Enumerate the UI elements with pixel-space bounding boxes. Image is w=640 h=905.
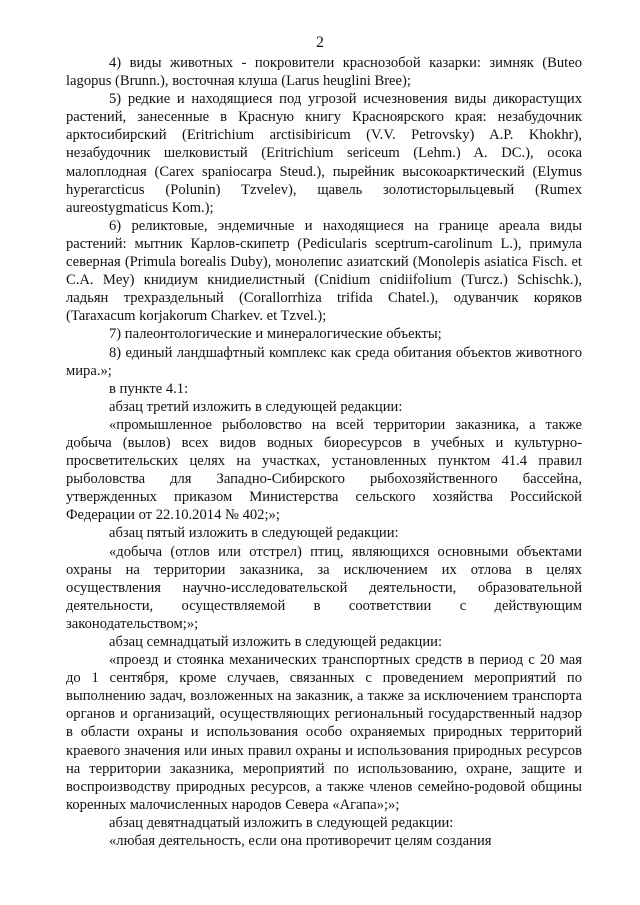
paragraph-fifth-text: «добыча (отлов или отстрел) птиц, являющихся основными объектами охраны на территории заказника, за исключением их отлова в целях осуществления научно-исследовательской деятельности, образовательной деятельности, осуществляемой в соответствии с действующим законодательством;»; <box>66 543 582 632</box>
paragraph-item-6-relict-plants: 6) реликтовые, эндемичные и находящиеся на границе ареала виды растений: мытник Карлов-скипетр (Pedicularis sceptrum-carolinum L.), примула северная (Primula borealis Duby), монолепис азиатский (Monolepis asiatica Fisch. et C.A. Mey) книдиум книдиелистный (Cnidium cnidiifolium (Turcz.) Schischk.), ладьян трехраздельный (Corallorrhiza trifida Chatel.), одуванчик коряков (Taraxacum korjakorum Charkev. et Tzvel.); <box>66 217 582 325</box>
document-body <box>66 54 582 850</box>
paragraph-nineteenth-text: «любая деятельность, если она противоречит целям создания <box>109 833 492 850</box>
paragraph-item-5-rare-plants: 5) редкие и находящиеся под угрозой исчезновения виды дикорастущих растений, занесенные в Красную книгу Красноярского края: незабудочник арктосибирский (Eritrichium arctisibiricum (V.V. Petrovsky) A.P. Khokhr), незабудочник шелковистый (Eritrichium sericeum (Lehm.) A. DC.), осока малоплодная (Carex spaniocarpa Steud.), пырейник высокоарктический (Elymus hyperarcticus (Polunin) Tzvelev), щавель золотисторыльцевый (Rumex aureostygmaticus Kom.); <box>66 91 582 216</box>
paragraph-point-4-1: в пункте 4.1: <box>109 380 189 397</box>
paragraph-item-4-animals: 4) виды животных - покровители краснозобой казарки: зимняк (Buteo lagopus (Brunn.), восточная клуша (Larus heuglini Bree); <box>66 55 582 90</box>
paragraph-fifth-intro: абзац пятый изложить в следующей редакции: <box>109 525 399 542</box>
paragraph-nineteenth-intro: абзац девятнадцатый изложить в следующей редакции: <box>109 814 454 831</box>
paragraph-third-intro: абзац третий изложить в следующей редакции: <box>109 398 403 415</box>
paragraph-seventeenth-text: «проезд и стоянка механических транспортных средств в период с 20 мая до 1 сентября, кроме случаев, связанных с проведением мероприятий по выполнению задач, возложенных на заказник, а также за исключением транспорта органов и организаций, осуществляющих региональный государственный надзор в области охраны и использования особо охраняемых природных территорий краевого значения или иных правил охраны и использования природных ресурсов на территории заказника, мероприятий по использованию, охране, защите и воспроизводству природных ресурсов, а также членов семейно-родовой общины коренных малочисленных народов Севера «Агапа»;»; <box>66 652 582 813</box>
paragraph-third-text: «промышленное рыболовство на всей территории заказника, а также добыча (вылов) всех видов водных биоресурсов в учебных и культурно-просветительских целях на участках, установленных пунктом 41.4 правил рыболовства для Западно-Сибирского рыбохозяйственного бассейна, утвержденных приказом Министерства сельского хозяйства Российской Федерации от 22.10.2014 № 402;»; <box>66 416 582 524</box>
paragraph-item-8-landscape: 8) единый ландшафтный комплекс как среда обитания объектов животного мира.»; <box>66 344 582 379</box>
page-number: 2 <box>316 34 324 51</box>
paragraph-item-7-paleontology: 7) палеонтологические и минералогические объекты; <box>109 326 442 343</box>
paragraph-seventeenth-intro: абзац семнадцатый изложить в следующей редакции: <box>109 634 443 650</box>
